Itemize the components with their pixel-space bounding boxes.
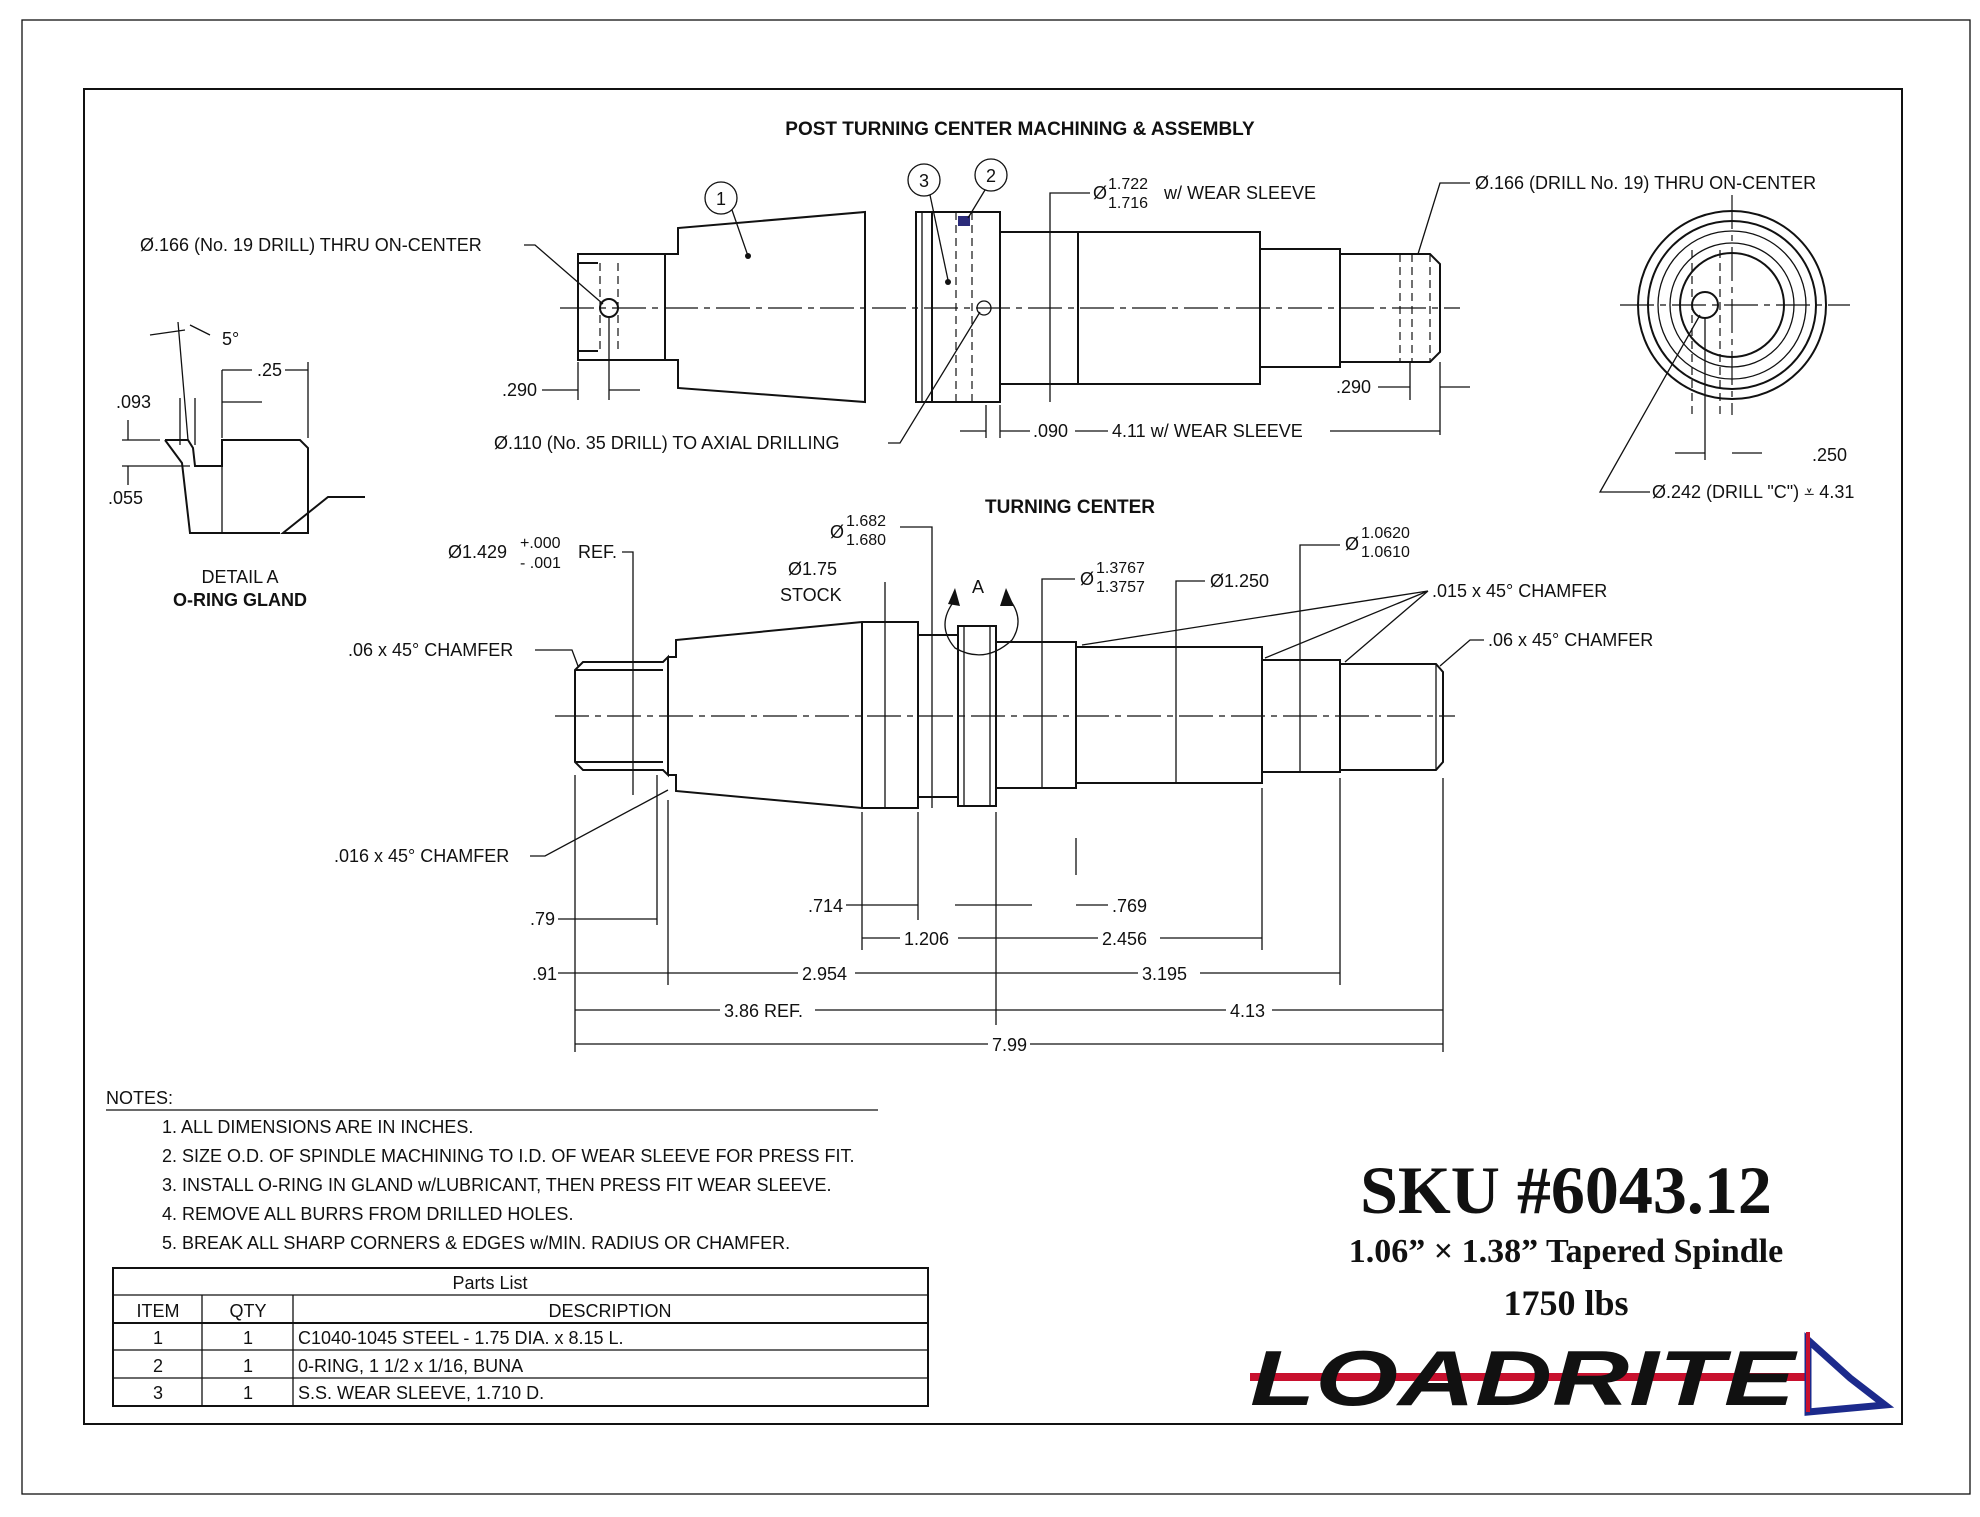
chamfer-06-right: .06 x 45° CHAMFER: [1488, 630, 1654, 650]
ref-tol-plus: +.000: [520, 535, 561, 552]
dim-769: .769: [1112, 896, 1148, 916]
ref-dia-main: Ø1.429: [448, 542, 508, 562]
chamfer-015: .015 x 45° CHAMFER: [1432, 581, 1608, 601]
dia-13767-upper: 1.3767: [1096, 560, 1145, 577]
parts-row-2-description: 0-RING, 1 1/2 x 1/16, BUNA: [298, 1356, 524, 1376]
axial-drill-leader: [888, 312, 980, 443]
dia-13767-line: [1042, 579, 1075, 788]
detail-a-ref-arc: [945, 600, 1018, 655]
dim-799: 7.99: [992, 1035, 1028, 1055]
balloon-item-3: [908, 164, 951, 285]
notes-header: NOTES:: [106, 1088, 174, 1108]
right-drill-leader: [1418, 183, 1470, 254]
dia-1682-upper: 1.682: [846, 513, 887, 530]
parts-header-item: ITEM: [136, 1301, 180, 1321]
dia-13767-lower: 1.3757: [1096, 579, 1145, 596]
parts-row-3-item: 3: [152, 1383, 164, 1403]
right-drill-callout: Ø.166 (DRILL No. 19) THRU ON-CENTER: [1475, 173, 1817, 193]
wear-sleeve-dia-lower: 1.716: [1108, 195, 1149, 212]
parts-row-2-qty: 1: [242, 1356, 254, 1376]
detail-dim-055: .055: [108, 488, 144, 508]
dia-1682-lower: 1.680: [846, 532, 887, 549]
dim-413: 4.13: [1230, 1001, 1266, 1021]
parts-row-2-item: 2: [152, 1356, 164, 1376]
assembly-view-title: POST TURNING CENTER MACHINING & ASSEMBLY: [785, 119, 1255, 140]
dim-290-right: .290: [1336, 377, 1372, 397]
detail-subtitle: O-RING GLAND: [173, 590, 307, 610]
parts-row-1-item: 1: [152, 1328, 164, 1348]
logo-sail-icon: [1808, 1340, 1885, 1412]
parts-row-1-description: C1040-1045 STEEL - 1.75 DIA. x 8.15 L.: [298, 1328, 624, 1348]
dim-290-left-lines: [542, 316, 640, 400]
detail-title: DETAIL A: [201, 567, 279, 587]
dim-290-right-lines: [1378, 362, 1470, 435]
product-description: 1.06” × 1.38” Tapered Spindle: [1348, 1233, 1784, 1270]
chamfer-06-left: .06 x 45° CHAMFER: [348, 640, 514, 660]
chamfer-016-leader: [530, 790, 668, 856]
dim-386-ref: 3.86 REF.: [724, 1001, 804, 1021]
sku-number: SKU #6043.12: [1360, 1152, 1772, 1228]
note-5: 5. BREAK ALL SHARP CORNERS & EDGES w/MIN. RADIUS OR CHAMFER.: [162, 1233, 791, 1253]
chamfer-016: .016 x 45° CHAMFER: [334, 846, 510, 866]
logo-wordmark: LOADRITE: [1250, 1334, 1798, 1422]
dim-411-wear-sleeve: 4.11 w/ WEAR SLEEVE: [1112, 421, 1303, 441]
detail-dim-093: .093: [116, 392, 152, 412]
dim-91: .91: [532, 964, 558, 984]
left-drill-callout: Ø.166 (No. 19 DRILL) THRU ON-CENTER: [140, 235, 482, 255]
dim-1206: 1.206: [904, 929, 950, 949]
stock-label: STOCK: [780, 585, 842, 605]
axial-drill-callout: Ø.110 (No. 35 DRILL) TO AXIAL DRILLING: [494, 433, 840, 453]
stock-dia: Ø1.75: [788, 559, 838, 579]
note-3: 3. INSTALL O-RING IN GLAND w/LUBRICANT, THEN PRESS FIT WEAR SLEEVE.: [162, 1175, 832, 1195]
dim-3195: 3.195: [1142, 964, 1188, 984]
dim-714: .714: [808, 896, 844, 916]
end-view-drill-leader: [1600, 315, 1700, 492]
wear-sleeve-dia-sym: Ø: [1093, 183, 1108, 203]
end-view-drill-c: Ø.242 (DRILL "C") ⩡ 4.31: [1652, 482, 1855, 502]
wear-sleeve-dim-line: [1050, 193, 1090, 402]
wear-sleeve-dia-upper: 1.722: [1108, 176, 1149, 193]
dia-1250: Ø1.250: [1210, 571, 1270, 591]
dia-10620-lower: 1.0610: [1361, 544, 1410, 561]
dia-10620-upper: 1.0620: [1361, 525, 1410, 542]
parts-header-qty: QTY: [229, 1301, 267, 1321]
parts-row-3-description: S.S. WEAR SLEEVE, 1.710 D.: [298, 1383, 545, 1403]
end-view-dim-250: .250: [1812, 445, 1848, 465]
dia-13767-sym: Ø: [1080, 569, 1095, 589]
ref-tol-minus: - .001: [520, 555, 561, 572]
chamfer-06-right-leader: [1440, 640, 1484, 666]
dia-10620-sym: Ø: [1345, 534, 1360, 554]
wear-sleeve-note: w/ WEAR SLEEVE: [1164, 183, 1317, 203]
dim-2954: 2.954: [802, 964, 848, 984]
detail-a-view: [165, 440, 365, 533]
svg-text:3: 3: [918, 171, 930, 191]
dim-290-left: .290: [502, 380, 538, 400]
dia-1682-sym: Ø: [830, 522, 845, 542]
dim-79: .79: [530, 909, 556, 929]
end-view: [1620, 195, 1850, 460]
detail-a-ref: A: [971, 577, 985, 597]
chamfer-015-leaders: [1082, 591, 1428, 662]
svg-text:1: 1: [715, 189, 727, 209]
parts-row-3-qty: 1: [242, 1383, 254, 1403]
dim-090: .090: [1033, 421, 1069, 441]
dia-1250-line: [1176, 581, 1205, 783]
dim-2456: 2.456: [1102, 929, 1148, 949]
note-1: 1. ALL DIMENSIONS ARE IN INCHES.: [162, 1117, 474, 1137]
note-2: 2. SIZE O.D. OF SPINDLE MACHINING TO I.D. OF WEAR SLEEVE FOR PRESS FIT.: [162, 1146, 855, 1166]
note-4: 4. REMOVE ALL BURRS FROM DRILLED HOLES.: [162, 1204, 574, 1224]
balloon-item-2: [968, 159, 1007, 218]
detail-dim-25: .25: [257, 360, 283, 380]
turning-spindle-outline: [555, 622, 1455, 808]
assembly-spindle-outline: [560, 212, 1460, 402]
parts-list-title: Parts List: [452, 1273, 528, 1293]
chamfer-06-left-leader: [535, 650, 578, 666]
balloon-item-1: [705, 182, 751, 259]
parts-header-description: DESCRIPTION: [548, 1301, 672, 1321]
turning-view-title: TURNING CENTER: [985, 497, 1155, 518]
ref-dia-line: [622, 552, 633, 795]
parts-row-1-qty: 1: [242, 1328, 254, 1348]
svg-text:2: 2: [985, 166, 997, 186]
ref-suffix: REF.: [578, 542, 618, 562]
capacity-rating: 1750 lbs: [1503, 1283, 1629, 1323]
loadrite-logo: [1250, 1332, 1885, 1422]
dia-10620-line: [1300, 545, 1340, 772]
detail-dim-093-lines: [180, 398, 262, 445]
detail-angle: 5°: [222, 329, 240, 349]
dia-1682-line: [900, 527, 932, 808]
